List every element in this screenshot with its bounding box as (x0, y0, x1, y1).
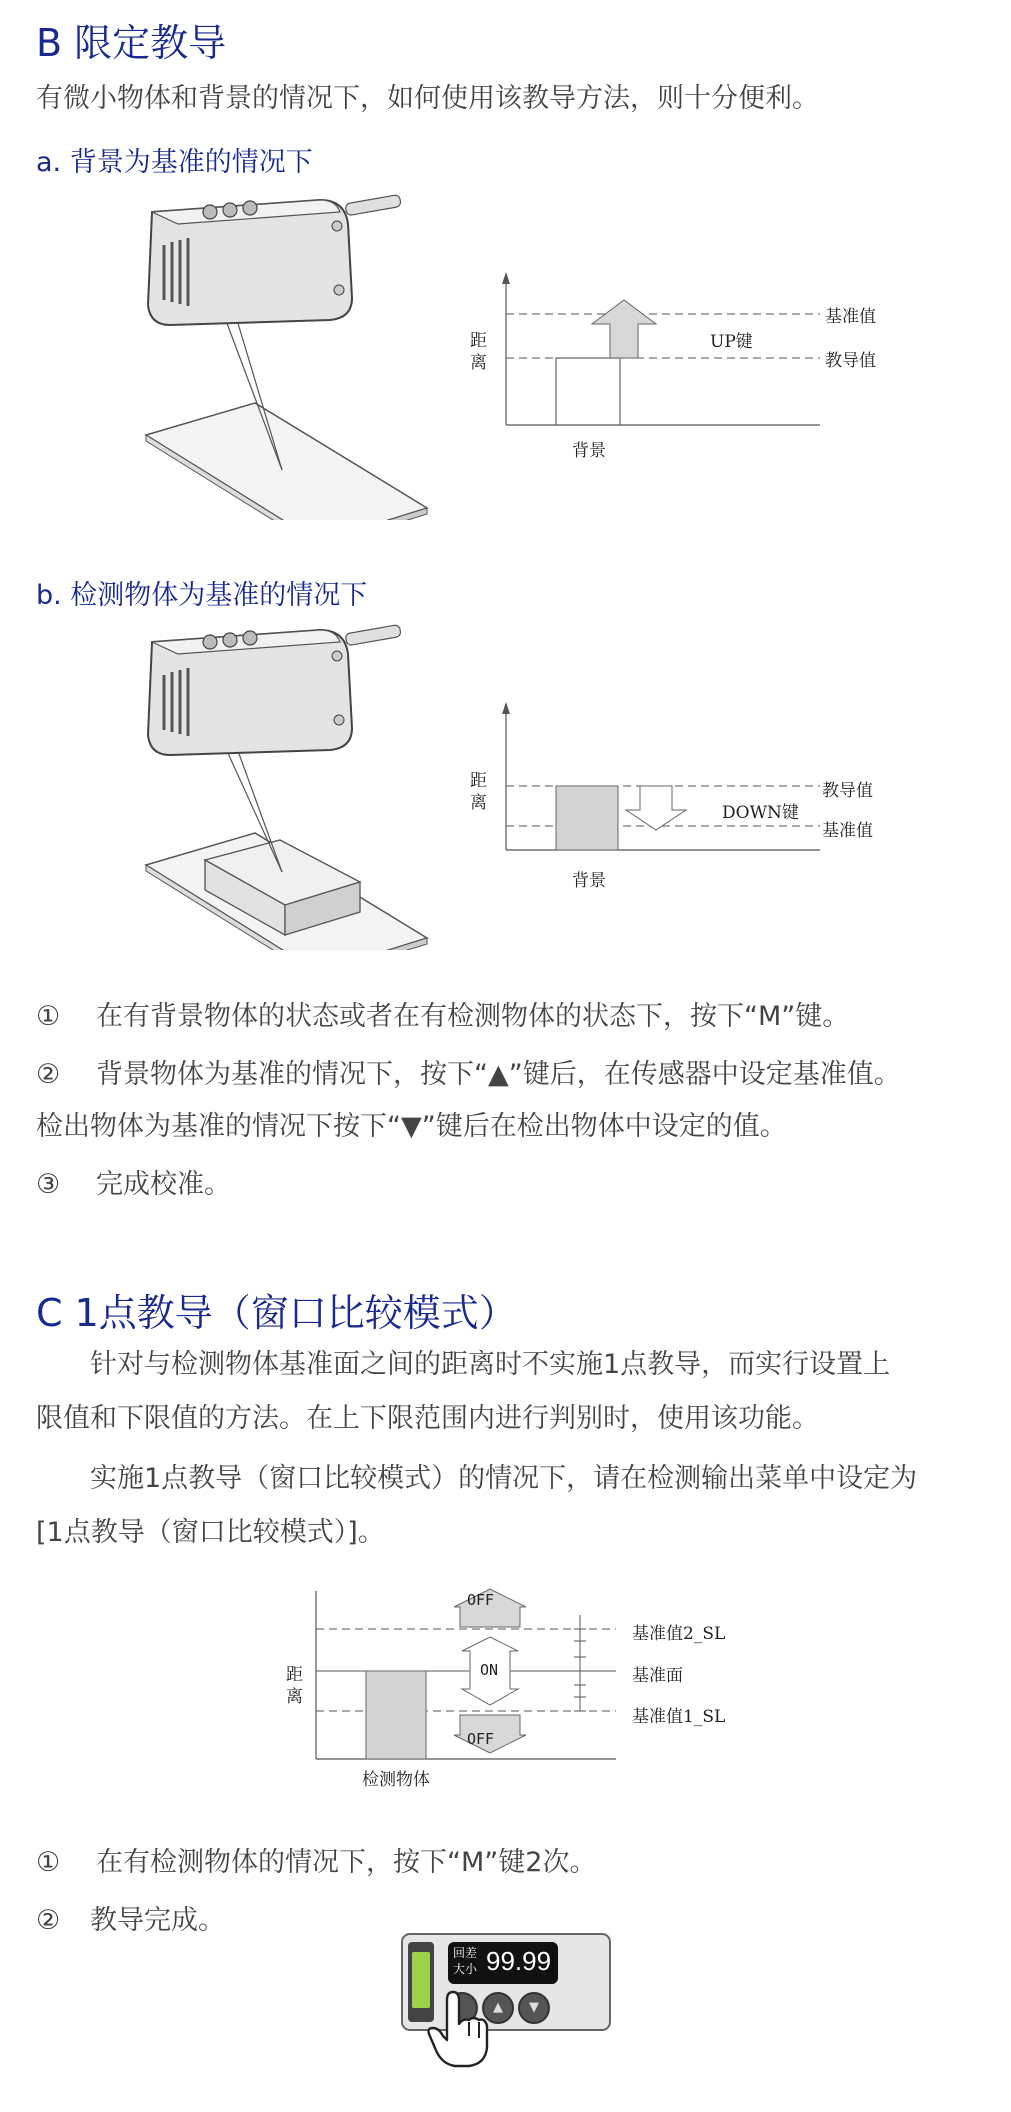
sensor-illustration-b (130, 620, 440, 950)
section-b-step-2: ② 背景物体为基准的情况下，按下“▲”键后，在传感器中设定基准值。 (36, 1059, 901, 1090)
graph-a-lower-label: 教导值 (825, 351, 876, 371)
section-c-para1-line1: 针对与检测物体基准面之间的距离时不实施1点教导，而实行设置上 (36, 1349, 891, 1380)
graph-a-upper-label: 基准值 (825, 307, 876, 327)
section-b-step-1: ① 在有背景物体的状态或者在有检测物体的状态下，按下“M”键。 (36, 1001, 850, 1032)
graph-b-bottom-label: 背景 (572, 871, 606, 891)
off-bottom-label: OFF (467, 1730, 495, 1748)
section-b-title: B 限定教导 (36, 21, 227, 65)
section-c-para2-line1: 实施1点教导（窗口比较模式）的情况下，请在检测输出菜单中设定为 (36, 1463, 918, 1494)
section-b-step-2-cont: 检出物体为基准的情况下按下“▼”键后在检出物体中设定的值。 (36, 1111, 787, 1142)
section-c-title: C 1点教导（窗口比较模式） (36, 1291, 517, 1335)
upper-threshold-label: 基准值2_SL (632, 1624, 726, 1644)
reference-plane-label: 基准面 (632, 1666, 683, 1686)
pointing-hand-icon (425, 1990, 495, 2070)
section-b-intro: 有微小物体和背景的情况下，如何使用该教导方法，则十分便利。 (36, 83, 819, 114)
section-c-para1-line2: 限值和下限值的方法。在上下限范围内进行判别时，使用该功能。 (36, 1403, 819, 1434)
up-button[interactable]: ▲ (482, 1992, 514, 2024)
graph-a-bottom-label: 背景 (572, 441, 606, 461)
lower-threshold-label: 基准值1_SL (632, 1707, 726, 1727)
graph-b-arrow-label: DOWN键 (722, 803, 799, 823)
off-top-label: OFF (467, 1591, 495, 1609)
section-b-step-3: ③ 完成校准。 (36, 1169, 231, 1200)
display-label-bottom: 大小 (452, 1962, 477, 1976)
graph-b-axis-label: 距离 (470, 771, 487, 813)
on-label: ON (480, 1661, 499, 1679)
window-diagram (280, 1585, 620, 1775)
down-button[interactable]: ▼ (518, 1992, 550, 2024)
graph-a-arrow-label: UP键 (710, 332, 753, 352)
display-reading: 99.99 (486, 1946, 552, 1976)
graph-a-axis-label: 距离 (470, 331, 487, 373)
graph-b (460, 700, 880, 870)
section-c-para2-line2: [1点教导（窗口比较模式）]。 (36, 1517, 385, 1548)
window-diagram-axis-label: 距离 (286, 1665, 303, 1707)
display-label-top: 回差 (452, 1946, 477, 1960)
section-c-step-2: ② 教导完成。 (36, 1905, 225, 1936)
graph-b-upper-label: 教导值 (822, 781, 873, 801)
case-a-heading: a. 背景为基准的情况下 (36, 147, 313, 178)
graph-a (460, 270, 880, 450)
sensor-illustration-a (130, 190, 440, 520)
window-diagram-bottom-label: 检测物体 (362, 1770, 430, 1790)
case-b-heading: b. 检测物体为基准的情况下 (36, 580, 368, 611)
graph-b-lower-label: 基准值 (822, 821, 873, 841)
section-c-step-1: ① 在有检测物体的情况下，按下“M”键2次。 (36, 1847, 597, 1878)
